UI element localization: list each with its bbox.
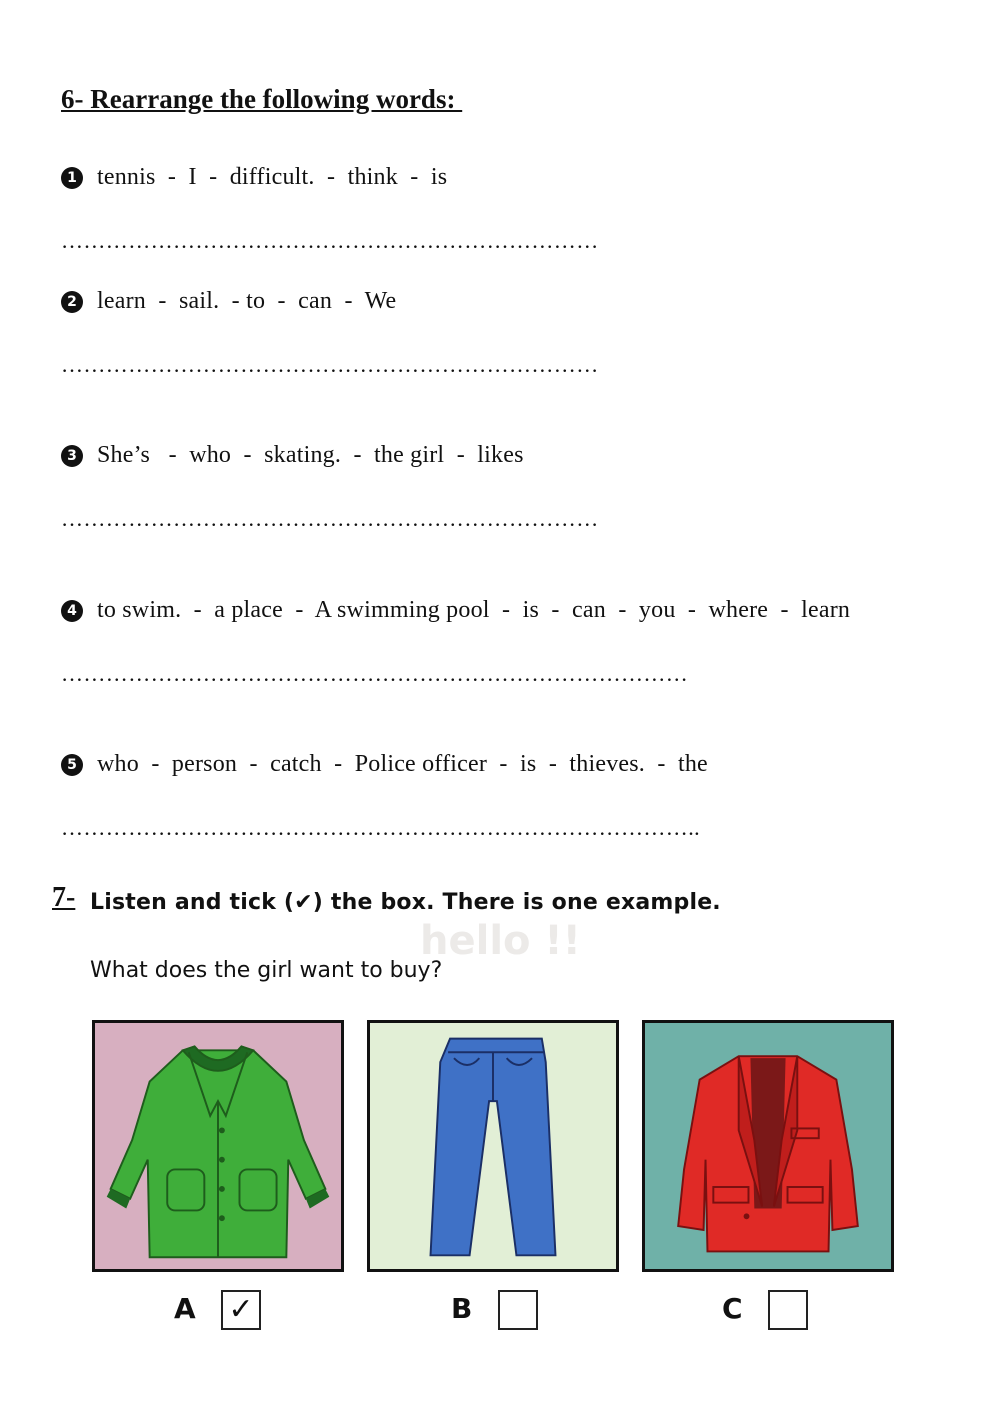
answer-line-4[interactable]: ………………………………………………………………………… — [61, 661, 689, 686]
section-7-title: Listen and tick (✔) the box. There is one example. — [90, 890, 721, 915]
answer-line-1[interactable]: ……………………………………………………………… — [61, 228, 599, 253]
scrambled-words: to swim. - a place - A swimming pool - is - can - you - where - learn — [97, 597, 851, 623]
option-a-label: A — [174, 1292, 196, 1325]
rearrange-item-5 — [61, 751, 708, 778]
scrambled-words: who - person - catch - Police officer - is - thieves. - the — [97, 751, 708, 777]
answer-line-5[interactable]: ………………………………………………………………………….. — [61, 815, 700, 840]
section-6-title: 6- Rearrange the following words: — [61, 84, 463, 114]
number-5-icon: 5 — [61, 754, 83, 776]
option-c-label: C — [722, 1292, 743, 1325]
section-7-number: 7- — [52, 882, 76, 913]
blue-trousers-icon — [370, 1023, 616, 1269]
scrambled-words: She’s - who - skating. - the girl - likes — [97, 442, 524, 468]
number-2-icon: 2 — [61, 291, 83, 313]
number-4-icon: 4 — [61, 600, 83, 622]
question-text: What does the girl want to buy? — [90, 958, 443, 983]
background-watermark-text: hello !! — [420, 918, 581, 964]
picture-b-blue-trousers — [367, 1020, 619, 1272]
number-1-icon: 1 — [61, 167, 83, 189]
option-a-checkbox[interactable] — [221, 1290, 261, 1330]
rearrange-item-2 — [61, 288, 396, 315]
picture-c-red-jacket — [642, 1020, 894, 1272]
scrambled-words: tennis - I - difficult. - think - is — [97, 164, 448, 190]
check-mark-icon: ✓ — [228, 1292, 254, 1327]
picture-a-green-coat — [92, 1020, 344, 1272]
rearrange-item-1 — [61, 164, 447, 191]
answer-line-2[interactable]: ……………………………………………………………… — [61, 352, 599, 377]
rearrange-item-4 — [61, 597, 850, 624]
number-3-icon: 3 — [61, 445, 83, 467]
option-b-checkbox[interactable] — [498, 1290, 538, 1330]
rearrange-item-3 — [61, 442, 524, 469]
red-jacket-icon — [645, 1023, 891, 1269]
option-c-checkbox[interactable] — [768, 1290, 808, 1330]
scrambled-words: learn - sail. - to - can - We — [97, 288, 397, 314]
answer-line-3[interactable]: ……………………………………………………………… — [61, 506, 599, 531]
option-b-label: B — [451, 1292, 473, 1325]
green-coat-icon — [95, 1023, 341, 1269]
